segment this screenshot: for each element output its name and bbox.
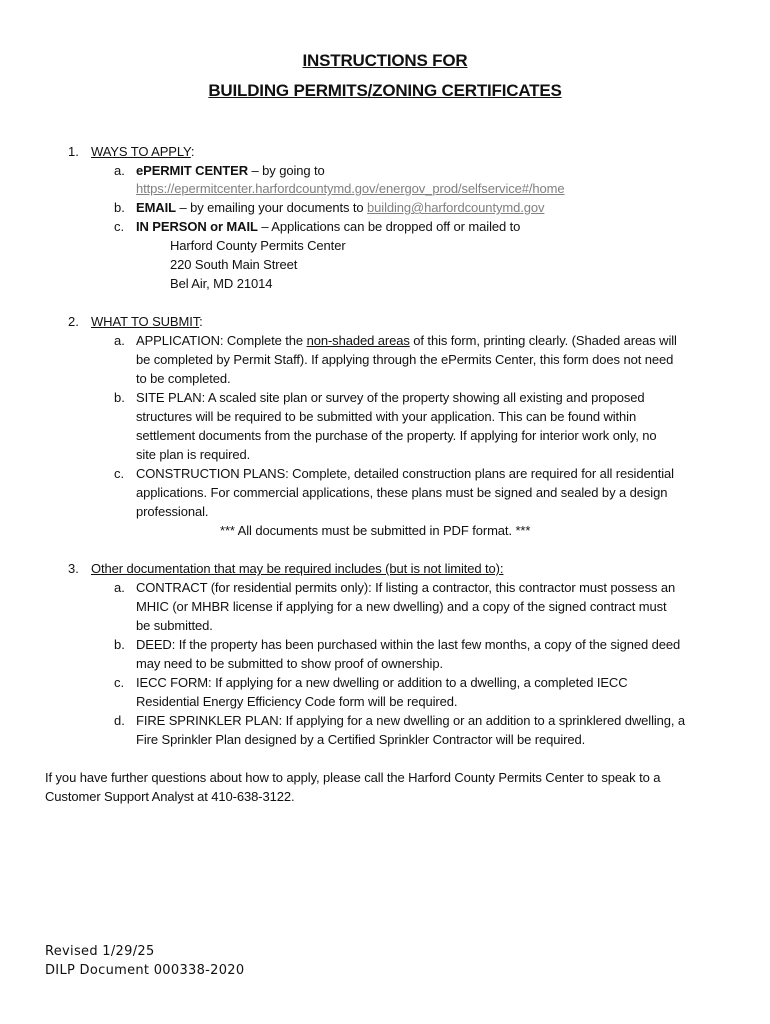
- section-2-c-line-2: applications. For commercial applications, these plans must be signed and sealed by a design: [136, 485, 668, 500]
- section-2-b-letter: b.: [114, 390, 125, 405]
- address-line-2: 220 South Main Street: [170, 257, 298, 272]
- section-3-c-line-1: IECC FORM: If applying for a new dwelling or addition to a dwelling, a completed IECC: [136, 675, 628, 690]
- section-3-a-line-3: be submitted.: [136, 618, 213, 633]
- title-line-2: BUILDING PERMITS/ZONING CERTIFICATES: [208, 81, 562, 100]
- epermit-label: ePERMIT CENTER: [136, 163, 249, 178]
- section-3-number: 3.: [68, 561, 79, 576]
- title-line-1: INSTRUCTIONS FOR: [302, 51, 468, 70]
- section-3-d-line-2: Fire Sprinkler Plan designed by a Certified Sprinkler Contractor will be required.: [136, 732, 586, 747]
- section-3-b-line-1: DEED: If the property has been purchased within the last few months, a copy of the signed deed: [136, 637, 681, 652]
- section-3-d-line-1: FIRE SPRINKLER PLAN: If applying for a new dwelling or an addition to a sprinklered dwelling, a: [136, 713, 686, 728]
- section-2-c-line-3: professional.: [136, 504, 209, 519]
- section-2-heading: [91, 313, 203, 331]
- epermit-link[interactable]: https://epermitcenter.harfordcountymd.gov/energov_prod/selfservice#/home: [136, 181, 565, 196]
- section-1-heading: [91, 143, 194, 161]
- non-shaded-areas: non-shaded areas: [306, 333, 410, 348]
- in-person-label: IN PERSON or MAIL: [136, 219, 258, 234]
- section-2-a-letter: a.: [114, 333, 125, 348]
- section-1-item-a-link-line: [136, 180, 565, 198]
- section-2-b-line-3: settlement documents from the purchase of the property. If applying for interior work only, no: [136, 428, 657, 443]
- closing-line-1: If you have further questions about how to apply, please call the Harford County Permits Center to speak to a: [45, 770, 661, 785]
- email-text: – by emailing your documents to: [175, 200, 368, 215]
- closing-line-2: Customer Support Analyst at 410-638-3122.: [45, 789, 295, 804]
- section-3-a-line-1: CONTRACT (for residential permits only): If listing a contractor, this contractor must possess an: [136, 580, 676, 595]
- section-3-c-line-2: Residential Energy Efficiency Code form will be required.: [136, 694, 458, 709]
- section-3-a-letter: a.: [114, 580, 125, 595]
- section-2-a-line-2: be completed by Permit Staff). If applying through the ePermits Center, this form does not need: [136, 352, 674, 367]
- section-2-number: 2.: [68, 314, 79, 329]
- epermit-text: – by going to: [248, 163, 325, 178]
- section-1-a-letter: a.: [114, 163, 125, 178]
- address-line-3: Bel Air, MD 21014: [170, 276, 273, 291]
- section-1-item-b: [136, 199, 544, 217]
- in-person-text: – Applications can be dropped off or mailed to: [257, 219, 521, 234]
- email-link[interactable]: building@harfordcountymd.gov: [367, 200, 545, 215]
- section-1-item-a: [136, 162, 325, 180]
- footer-revised: Revised 1/29/25: [45, 944, 155, 959]
- section-3-a-line-2: MHIC (or MHBR license if applying for a new dwelling) and a copy of the signed contract must: [136, 599, 667, 614]
- section-2-b-line-2: structures will be required to be submitted with your application. This can be found within: [136, 409, 637, 424]
- section-1-c-letter: c.: [114, 219, 125, 234]
- section-1-heading-colon: :: [190, 144, 195, 159]
- email-label: EMAIL: [136, 200, 176, 215]
- footer-document-id: DILP Document 000338-2020: [45, 963, 245, 978]
- application-text-post: of this form, printing clearly. (Shaded areas will: [409, 333, 677, 348]
- section-2-heading-text: WHAT TO SUBMIT: [91, 314, 200, 329]
- section-1-item-c: [136, 218, 520, 236]
- section-2-a-line-1: [136, 332, 677, 350]
- section-2-a-line-3: to be completed.: [136, 371, 231, 386]
- address-line-1: Harford County Permits Center: [170, 238, 346, 253]
- application-text-pre: APPLICATION: Complete the: [136, 333, 307, 348]
- section-1-number: 1.: [68, 144, 79, 159]
- section-1-heading-text: WAYS TO APPLY: [91, 144, 191, 159]
- section-2-b-line-4: site plan is required.: [136, 447, 251, 462]
- section-3-d-letter: d.: [114, 713, 125, 728]
- section-3-b-line-2: may need to be submitted to show proof of ownership.: [136, 656, 443, 671]
- section-2-heading-colon: :: [199, 314, 203, 329]
- section-2-c-letter: c.: [114, 466, 125, 481]
- pdf-format-note: *** All documents must be submitted in PDF format. ***: [220, 523, 531, 538]
- section-1-b-letter: b.: [114, 200, 125, 215]
- section-3-b-letter: b.: [114, 637, 125, 652]
- section-2-b-line-1: SITE PLAN: A scaled site plan or survey of the property showing all existing and proposed: [136, 390, 645, 405]
- section-3-c-letter: c.: [114, 675, 125, 690]
- section-3-heading: Other documentation that may be required includes (but is not limited to):: [91, 561, 504, 576]
- section-2-c-line-1: CONSTRUCTION PLANS: Complete, detailed construction plans are required for all residential: [136, 466, 674, 481]
